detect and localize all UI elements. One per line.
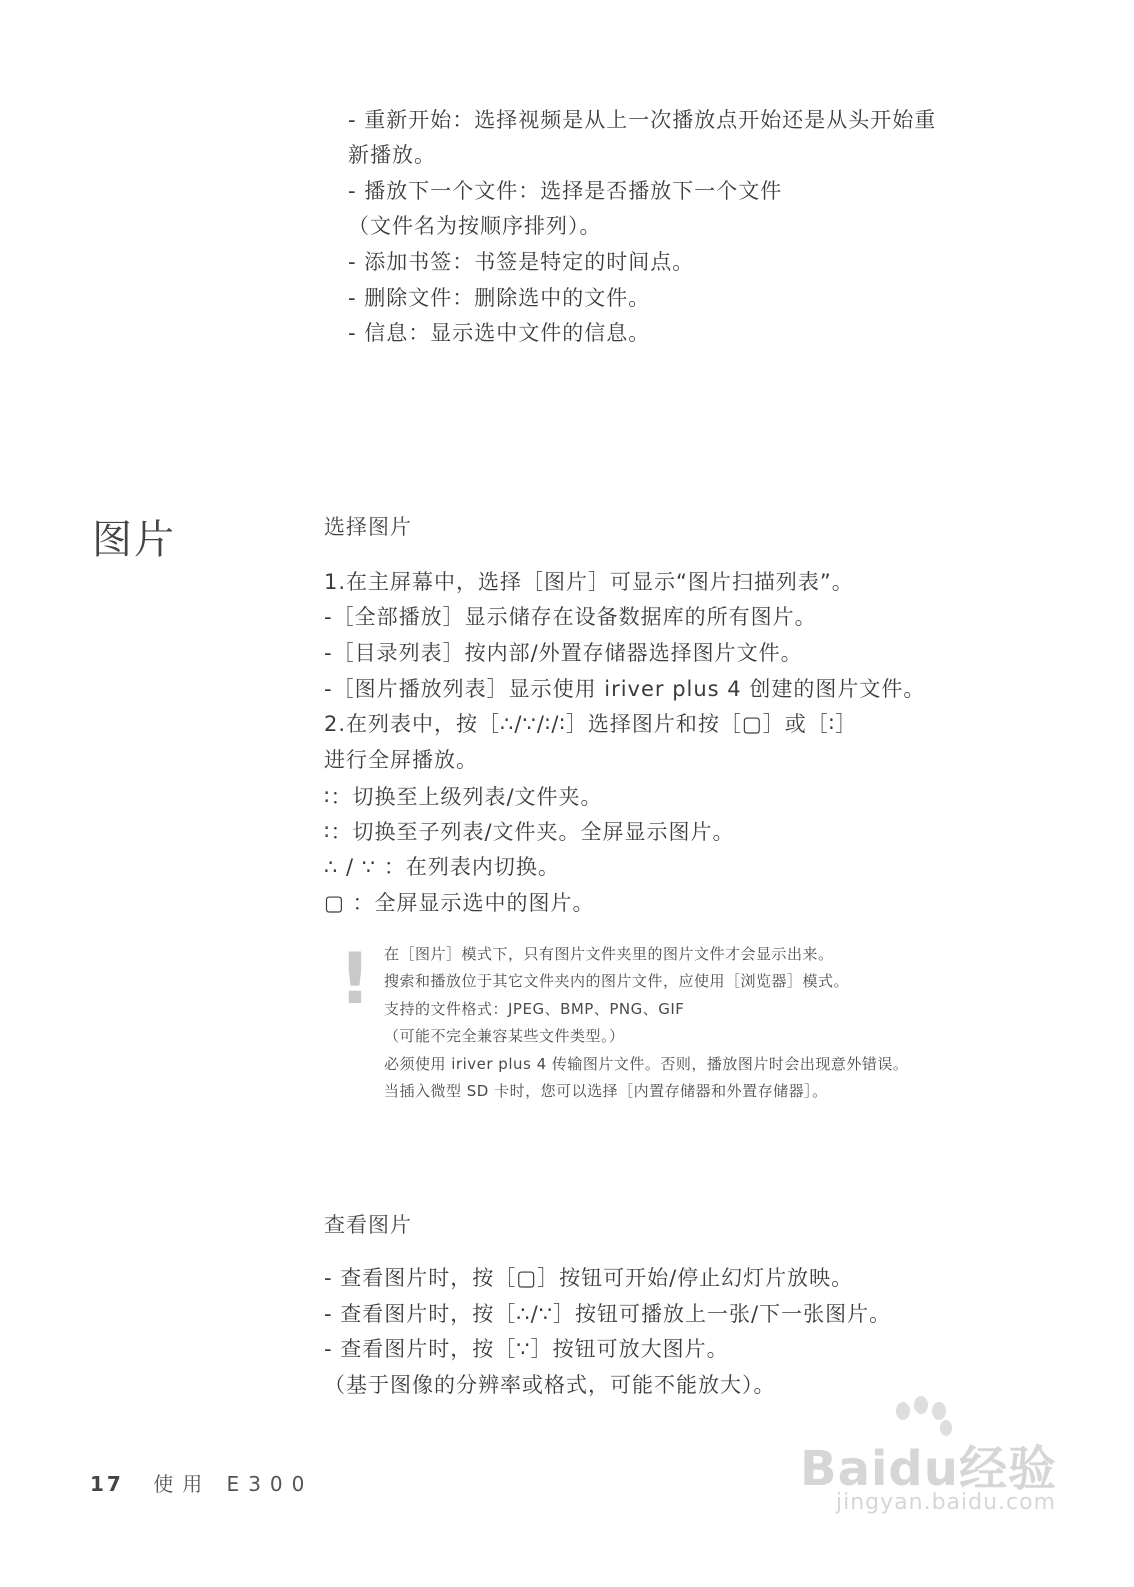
instruction-line: -［图片播放列表］显示使用 iriver plus 4 创建的图片文件。 [324,677,926,701]
note-line: 在［图片］模式下，只有图片文件夹里的图片文件才会显示出来。 [384,945,834,963]
list-item: - 删除文件：删除选中的文件。 [348,286,651,310]
instruction-line: ∶：切换至子列表/文件夹。全屏显示图片。 [324,820,735,844]
note-line: （可能不完全兼容某些文件类型。） [384,1027,625,1045]
list-item: 新播放。 [348,143,436,167]
list-item: - 播放下一个文件：选择是否播放下一个文件 [348,179,783,203]
exclamation-icon: ! [339,938,371,1020]
list-item: - 重新开始：选择视频是从上一次播放点开始还是从头开始重 [348,108,937,132]
instruction-line: 1.在主屏幕中，选择［图片］可显示“图片扫描列表”。 [324,570,854,594]
list-item: - 信息：显示选中文件的信息。 [348,321,651,345]
instruction-line: -［全部播放］显示储存在设备数据库的所有图片。 [324,605,817,629]
instruction-line: -［目录列表］按内部/外置存储器选择图片文件。 [324,641,803,665]
page-number: 17 [90,1472,124,1496]
instruction-line: （基于图像的分辨率或格式，可能不能放大）。 [324,1373,776,1397]
footer-text: 使用 E300 [153,1472,314,1496]
watermark-logo: Baidu经验 [800,1441,1057,1497]
list-item: （文件名为按顺序排列）。 [348,214,602,238]
note-line: 必须使用 iriver plus 4 传输图片文件。否则，播放图片时会出现意外错误。 [384,1055,909,1073]
page-footer [90,1468,313,1497]
instruction-line: ∴ / ∵ ：在列表内切换。 [324,855,560,879]
section-title: 图片 [92,517,176,563]
instruction-line: - 查看图片时，按［∴/∵］按钮可播放上一张/下一张图片。 [324,1302,892,1326]
instruction-line: ▢ ：全屏显示选中的图片。 [324,891,595,915]
subsection-title-select: 选择图片 [324,515,412,539]
instruction-line: 2.在列表中，按［∴/∵/∶/∶］选择图片和按［▢］或［∶］ [324,712,858,736]
instruction-line: - 查看图片时，按［▢］按钮可开始/停止幻灯片放映。 [324,1266,854,1290]
instruction-line: - 查看图片时，按［∵］按钮可放大图片。 [324,1337,729,1361]
subsection-title-view: 查看图片 [324,1213,412,1237]
note-line: 搜索和播放位于其它文件夹内的图片文件，应使用［浏览器］模式。 [384,972,850,990]
watermark-url: jingyan.baidu.com [836,1490,1057,1515]
note-line: 支持的文件格式：JPEG、BMP、PNG、GIF [384,1000,685,1018]
note-line: 当插入微型 SD 卡时，您可以选择［内置存储器和外置存储器］。 [384,1082,828,1100]
instruction-line: ∶：切换至上级列表/文件夹。 [324,785,603,809]
instruction-line: 进行全屏播放。 [324,748,478,772]
list-item: - 添加书签：书签是特定的时间点。 [348,250,695,274]
